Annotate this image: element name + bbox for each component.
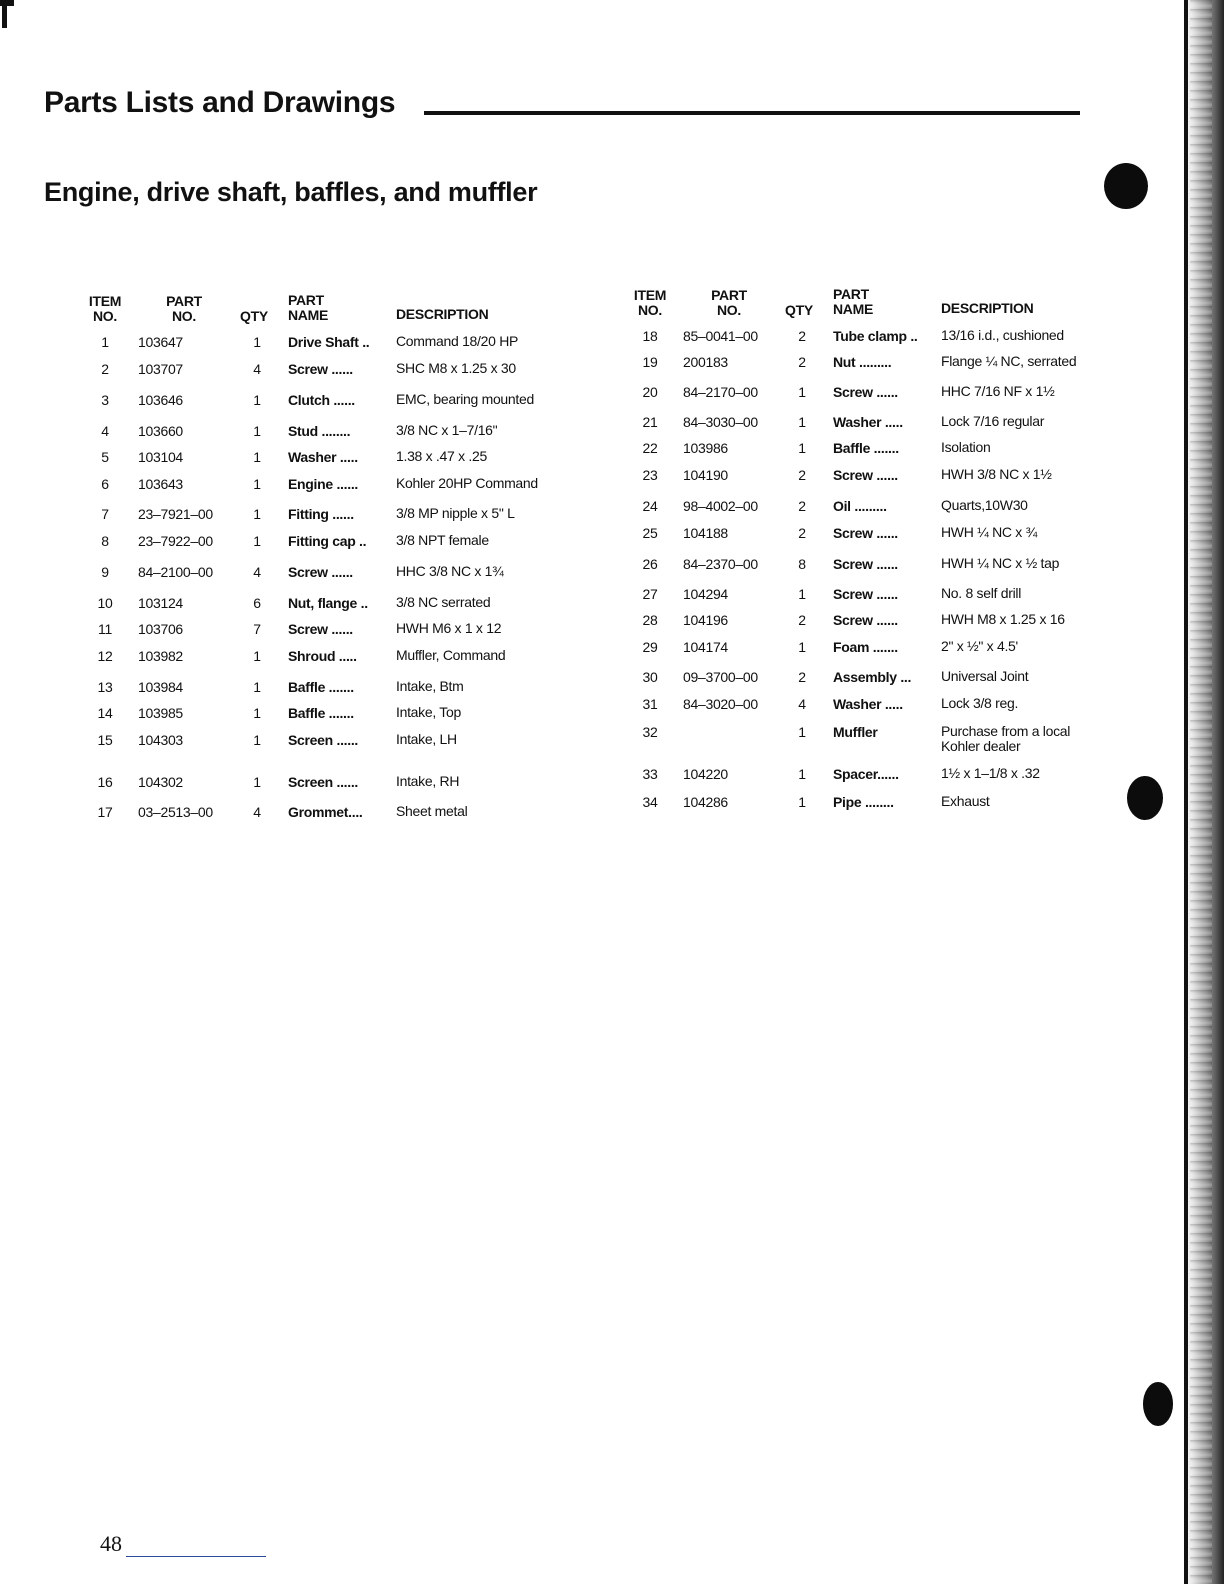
part-name: Baffle ....... <box>288 705 354 721</box>
table-row <box>625 354 1105 374</box>
quantity: 6 <box>253 595 261 611</box>
table-header <box>625 276 1105 320</box>
part-number: 103646 <box>138 392 183 408</box>
table-row <box>625 612 1105 632</box>
table-row <box>80 533 560 553</box>
section-title: Parts Lists and Drawings <box>44 86 396 119</box>
part-name: Grommet.... <box>288 804 363 820</box>
page-subtitle: Engine, drive shaft, baffles, and muffler <box>44 177 538 207</box>
part-name: Screw ...... <box>833 612 898 628</box>
binder-hole-middle <box>1127 776 1163 820</box>
table-row <box>625 467 1105 487</box>
item-number: 18 <box>642 328 658 344</box>
part-description: HWH 3/8 NC x 1½ <box>941 466 1052 482</box>
table-row <box>625 414 1105 434</box>
part-name: Foam ....... <box>833 639 898 655</box>
part-number: 84–3030–00 <box>683 414 758 430</box>
part-description: HHC 3/8 NC x 1¾ <box>396 563 504 579</box>
part-number: 103707 <box>138 361 183 377</box>
table-row <box>80 361 560 381</box>
item-number: 25 <box>642 525 658 541</box>
table-row <box>625 794 1105 814</box>
part-name: Screw ...... <box>833 467 898 483</box>
quantity: 7 <box>253 621 261 637</box>
item-number: 13 <box>97 679 113 695</box>
quantity: 1 <box>253 533 261 549</box>
item-number: 5 <box>101 449 109 465</box>
column-header-part-name: PART NAME <box>288 292 329 323</box>
part-number: 104196 <box>683 612 728 628</box>
item-number: 8 <box>101 533 109 549</box>
part-description: Sheet metal <box>396 803 468 819</box>
part-number: 103985 <box>138 705 183 721</box>
part-number: 103124 <box>138 595 183 611</box>
part-description: Quarts,10W30 <box>941 497 1028 513</box>
quantity: 1 <box>253 476 261 492</box>
table-row <box>80 679 560 699</box>
part-number: 09–3700–00 <box>683 669 758 685</box>
part-description: Intake, RH <box>396 773 460 789</box>
part-number: 23–7922–00 <box>138 533 213 549</box>
table-row <box>80 449 560 469</box>
item-number: 14 <box>97 705 113 721</box>
binder-hole-top <box>1104 163 1148 209</box>
part-description: Command 18/20 HP <box>396 333 519 349</box>
column-header-description: DESCRIPTION <box>396 306 489 322</box>
item-number: 27 <box>642 586 658 602</box>
part-number: 23–7921–00 <box>138 506 213 522</box>
part-name: Nut ......... <box>833 354 892 370</box>
quantity: 4 <box>253 564 261 580</box>
quantity: 1 <box>253 679 261 695</box>
table-row <box>80 595 560 615</box>
part-description: 2" x ½" x 4.5' <box>941 638 1018 654</box>
table-row <box>80 705 560 725</box>
part-name: Screw ...... <box>833 556 898 572</box>
quantity: 4 <box>253 804 261 820</box>
part-number: 98–4002–00 <box>683 498 758 514</box>
quantity: 2 <box>798 328 806 344</box>
part-number: 103104 <box>138 449 183 465</box>
part-description: Intake, LH <box>396 731 457 747</box>
part-name: Tube clamp .. <box>833 328 918 344</box>
quantity: 1 <box>253 648 261 664</box>
item-number: 19 <box>642 354 658 370</box>
table-row <box>625 440 1105 460</box>
table-row <box>80 506 560 526</box>
part-number: 103660 <box>138 423 183 439</box>
table-row <box>80 392 560 412</box>
item-number: 17 <box>97 804 113 820</box>
quantity: 2 <box>798 498 806 514</box>
part-name: Muffler <box>833 724 878 740</box>
item-number: 31 <box>642 696 658 712</box>
part-description: 13/16 i.d., cushioned <box>941 327 1064 343</box>
quantity: 1 <box>798 794 806 810</box>
part-description: Exhaust <box>941 793 990 809</box>
item-number: 20 <box>642 384 658 400</box>
part-name: Nut, flange .. <box>288 595 368 611</box>
table-row <box>80 564 560 584</box>
quantity: 2 <box>798 354 806 370</box>
part-name: Drive Shaft .. <box>288 334 370 350</box>
part-number: 03–2513–00 <box>138 804 213 820</box>
binder-hole-bottom <box>1143 1382 1173 1426</box>
item-number: 22 <box>642 440 658 456</box>
quantity: 1 <box>798 766 806 782</box>
part-name: Baffle ....... <box>833 440 899 456</box>
part-name: Spacer...... <box>833 766 899 782</box>
column-header-qty: QTY <box>240 308 268 324</box>
item-number: 2 <box>101 361 109 377</box>
part-number: 104302 <box>138 774 183 790</box>
quantity: 8 <box>798 556 806 572</box>
item-number: 34 <box>642 794 658 810</box>
table-header <box>80 282 560 326</box>
part-description: No. 8 self drill <box>941 585 1022 601</box>
part-description: Lock 3/8 reg. <box>941 695 1019 711</box>
part-name: Baffle ....... <box>288 679 354 695</box>
part-name: Washer ..... <box>833 696 903 712</box>
part-description: Lock 7/16 regular <box>941 413 1045 429</box>
table-row <box>625 723 1105 754</box>
part-number: 104286 <box>683 794 728 810</box>
column-header-item: ITEM NO. <box>633 287 667 318</box>
part-number: 103982 <box>138 648 183 664</box>
part-number: 84–2170–00 <box>683 384 758 400</box>
column-header-qty: QTY <box>785 302 813 318</box>
part-description: 3/8 MP nipple x 5" L <box>396 505 515 521</box>
part-number: 104188 <box>683 525 728 541</box>
part-description: Universal Joint <box>941 668 1029 684</box>
quantity: 1 <box>798 384 806 400</box>
quantity: 1 <box>798 639 806 655</box>
table-row <box>625 328 1105 348</box>
table-row <box>80 732 560 752</box>
column-header-item: ITEM NO. <box>88 293 122 324</box>
part-name: Washer ..... <box>833 414 903 430</box>
part-description: 1½ x 1–1/8 x .32 <box>941 765 1040 781</box>
part-number: 84–2370–00 <box>683 556 758 572</box>
item-number: 33 <box>642 766 658 782</box>
item-number: 11 <box>98 621 112 637</box>
part-number: 103986 <box>683 440 728 456</box>
part-number: 104220 <box>683 766 728 782</box>
item-number: 28 <box>642 612 658 628</box>
quantity: 4 <box>253 361 261 377</box>
part-description: Kohler 20HP Command <box>396 475 538 491</box>
table-row <box>625 696 1105 716</box>
column-header-part-no: PART NO. <box>166 293 202 324</box>
quantity: 1 <box>253 732 261 748</box>
table-row <box>625 498 1105 518</box>
part-number: 84–2100–00 <box>138 564 213 580</box>
quantity: 1 <box>798 586 806 602</box>
part-number: 103647 <box>138 334 183 350</box>
table-row <box>80 476 560 496</box>
table-row <box>80 648 560 668</box>
table-row <box>80 621 560 641</box>
table-row <box>625 384 1105 404</box>
quantity: 2 <box>798 612 806 628</box>
part-description: Isolation <box>941 439 991 455</box>
table-row <box>80 774 560 794</box>
item-number: 4 <box>101 423 109 439</box>
part-number: 104190 <box>683 467 728 483</box>
part-number: 104303 <box>138 732 183 748</box>
quantity: 4 <box>798 696 806 712</box>
quantity: 2 <box>798 669 806 685</box>
quantity: 1 <box>798 724 806 740</box>
part-description: 3/8 NC x 1–7/16" <box>396 422 498 438</box>
table-row <box>625 639 1105 659</box>
quantity: 1 <box>253 334 261 350</box>
item-number: 10 <box>97 595 113 611</box>
item-number: 23 <box>642 467 658 483</box>
table-row <box>80 804 560 824</box>
item-number: 12 <box>97 648 113 664</box>
part-name: Screen ...... <box>288 732 359 748</box>
item-number: 15 <box>97 732 113 748</box>
quantity: 1 <box>253 774 261 790</box>
part-description: HWH M6 x 1 x 12 <box>396 620 502 636</box>
column-header-description: DESCRIPTION <box>941 300 1034 316</box>
part-name: Screw ...... <box>288 361 353 377</box>
column-header-part-no: PART NO. <box>711 287 747 318</box>
part-description: Purchase from a local Kohler dealer <box>941 723 1071 754</box>
part-name: Washer ..... <box>288 449 358 465</box>
item-number: 26 <box>642 556 658 572</box>
table-row <box>80 423 560 443</box>
part-description: HHC 7/16 NF x 1½ <box>941 383 1055 399</box>
part-description: SHC M8 x 1.25 x 30 <box>396 360 516 376</box>
quantity: 1 <box>798 440 806 456</box>
part-number: 104174 <box>683 639 728 655</box>
item-number: 3 <box>101 392 109 408</box>
part-number: 103643 <box>138 476 183 492</box>
part-name: Fitting ...... <box>288 506 354 522</box>
scan-corner-mark <box>0 0 14 30</box>
part-description: Intake, Btm <box>396 678 464 694</box>
part-name: Assembly ... <box>833 669 912 685</box>
part-number: 103706 <box>138 621 183 637</box>
table-row <box>625 669 1105 689</box>
quantity: 1 <box>253 392 261 408</box>
quantity: 1 <box>253 423 261 439</box>
part-description: 3/8 NPT female <box>396 532 489 548</box>
quantity: 1 <box>253 705 261 721</box>
part-number: 85–0041–00 <box>683 328 758 344</box>
part-name: Oil ......... <box>833 498 887 514</box>
part-name: Screw ...... <box>288 564 353 580</box>
quantity: 2 <box>798 525 806 541</box>
item-number: 29 <box>642 639 658 655</box>
part-number: 200183 <box>683 354 728 370</box>
part-name: Engine ...... <box>288 476 358 492</box>
quantity: 1 <box>253 506 261 522</box>
scanned-page-edge <box>1184 0 1224 1584</box>
table-row <box>625 556 1105 576</box>
table-row <box>625 525 1105 545</box>
part-name: Stud ........ <box>288 423 351 439</box>
part-name: Screen ...... <box>288 774 359 790</box>
part-description: 1.38 x .47 x .25 <box>396 448 487 464</box>
quantity: 1 <box>798 414 806 430</box>
part-description: Flange ¼ NC, serrated <box>941 353 1077 369</box>
page-number: 48 <box>100 1531 122 1556</box>
part-name: Screw ...... <box>833 586 898 602</box>
part-description: Muffler, Command <box>396 647 506 663</box>
footer-rule <box>126 1556 266 1557</box>
quantity: 2 <box>798 467 806 483</box>
title-rule <box>424 111 1080 115</box>
part-description: Intake, Top <box>396 704 461 720</box>
table-row <box>80 334 560 354</box>
part-description: HWH ¼ NC x ¾ <box>941 524 1037 540</box>
part-description: HWH M8 x 1.25 x 16 <box>941 611 1065 627</box>
part-name: Shroud ..... <box>288 648 357 664</box>
table-row <box>625 586 1105 606</box>
table-row <box>625 766 1105 786</box>
item-number: 24 <box>642 498 658 514</box>
item-number: 32 <box>642 724 658 740</box>
part-number: 84–3020–00 <box>683 696 758 712</box>
item-number: 9 <box>101 564 109 580</box>
part-number: 103984 <box>138 679 183 695</box>
part-name: Pipe ........ <box>833 794 894 810</box>
item-number: 30 <box>642 669 658 685</box>
part-description: HWH ¼ NC x ½ tap <box>941 555 1060 571</box>
part-name: Screw ...... <box>288 621 353 637</box>
part-name: Clutch ...... <box>288 392 355 408</box>
part-description: 3/8 NC serrated <box>396 594 491 610</box>
part-name: Screw ...... <box>833 525 898 541</box>
part-description: EMC, bearing mounted <box>396 391 534 407</box>
item-number: 6 <box>101 476 109 492</box>
quantity: 1 <box>253 449 261 465</box>
item-number: 21 <box>642 414 658 430</box>
part-name: Screw ...... <box>833 384 898 400</box>
part-number: 104294 <box>683 586 728 602</box>
item-number: 7 <box>101 506 109 522</box>
item-number: 1 <box>101 334 109 350</box>
column-header-part-name: PART NAME <box>833 286 874 317</box>
item-number: 16 <box>97 774 113 790</box>
part-name: Fitting cap .. <box>288 533 367 549</box>
